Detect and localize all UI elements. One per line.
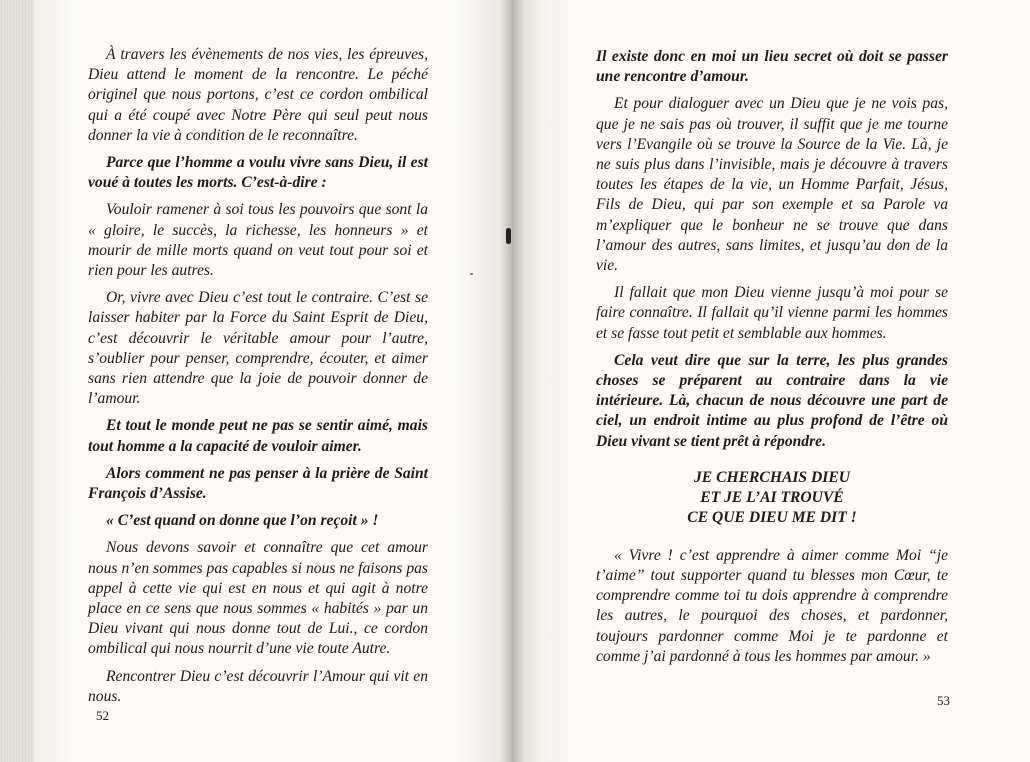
binding-mark xyxy=(506,228,511,244)
paragraph: Vouloir ramener à soi tous les pouvoirs que sont la « gloire, le succès, la richesse, les honneurs » et mourir de mille morts quand on veut tout pour soi et rien pour les autres. xyxy=(88,201,428,280)
paragraph: Nous devons savoir et connaître que cet amour nous n’en sommes pas capables si nous ne faisons pas appel à cette vie qui est en nous et qui agit à notre place en ce sens que nous sommes « habités » par un Dieu vivant qui nous donne tout de Lui., ce cordon ombilical qui nous nourrit d’une vie toute Autre. xyxy=(88,539,428,658)
heading-line: ET JE L’AI TROUVÉ xyxy=(700,488,844,506)
section-heading xyxy=(596,468,948,528)
quote-paragraph: « Vivre ! c’est apprendre à aimer comme Moi “je t’aime” tout supporter quand tu blesses mon Cœur, te comprendre comme toi tu dois apprendre à comprendre les autres, le pourquoi des choses, et pardonner, toujours pardonner comme Moi je te pardonne et comme j’ai pardonné à tous les hommes par amour. » xyxy=(596,546,948,665)
paragraph-bold: « C’est quand on donne que l’on reçoit » ! xyxy=(106,512,379,530)
paragraph: Or, vivre avec Dieu c’est tout le contraire. C’est se laisser habiter par la Force du Saint Esprit de Dieu, c’est découvrir le véritable amour pour l’autre, s’oublier pour penser, comprendre, écouter, et aimer sans rien attendre que la joie de pouvoir donner de l’amour. xyxy=(88,289,428,408)
right-page-text xyxy=(596,47,948,674)
book-gutter xyxy=(500,0,524,762)
paragraph-bold: Il existe donc en moi un lieu secret où doit se passer une rencontre d’amour. xyxy=(596,48,948,86)
ink-dot xyxy=(470,273,473,275)
paragraph-bold: Alors comment ne pas penser à la prière de Saint François d’Assise. xyxy=(88,464,428,503)
paragraph: Il fallait que mon Dieu vienne jusqu’à moi pour se faire connaître. Il fallait qu’il vienne parmi les hommes et se fasse tout petit et semblable aux hommes. xyxy=(596,284,948,342)
paragraph: À travers les évènements de nos vies, les épreuves, Dieu attend le moment de la rencontre. Le péché originel que nous portons, c’est ce cordon ombilical qui a été coupé avec Notre Père qui seul peut nous donner la vie à condition de le reconnaître. xyxy=(88,46,428,144)
heading-line: JE CHERCHAIS DIEU xyxy=(694,468,850,486)
paragraph-bold: Cela veut dire que sur la terre, les plus grandes choses se préparent au contraire dans la vie intérieure. Là, chacun de nous découvre une part de ciel, un endroit intime au plus profond de l’être où Dieu vivant se tient prêt à répondre. xyxy=(596,351,948,450)
paragraph: Et pour dialoguer avec un Dieu que je ne vois pas, que je ne sais pas où trouver, il suffit que je me tourne vers l’Evangile où se trouve la Source de la Vie. Là, je ne suis plus dans l’invisible, mais je découvre à travers toutes les étapes de la vie, un Homme Parfait, Jésus, Fils de Dieu, qui par son exemple et sa Parole va m’expliquer que le bonheur ne se trouve que dans l’amour des autres, sans limites, et jusqu’au don de la vie. xyxy=(596,95,948,275)
page-number-right: 53 xyxy=(937,693,950,708)
heading-line: CE QUE DIEU ME DIT ! xyxy=(687,508,857,526)
paragraph-bold: Et tout le monde peut ne pas se sentir aimé, mais tout homme a la capacité de vouloir aimer. xyxy=(88,417,428,455)
page-number-left: 52 xyxy=(96,708,109,723)
left-page-text xyxy=(88,45,428,714)
paragraph: Rencontrer Dieu c’est découvrir l’Amour qui vit en nous. xyxy=(88,667,428,705)
paragraph-bold: Parce que l’homme a voulu vivre sans Dieu, il est voué à toutes les morts. C’est-à-dire : xyxy=(88,154,428,192)
